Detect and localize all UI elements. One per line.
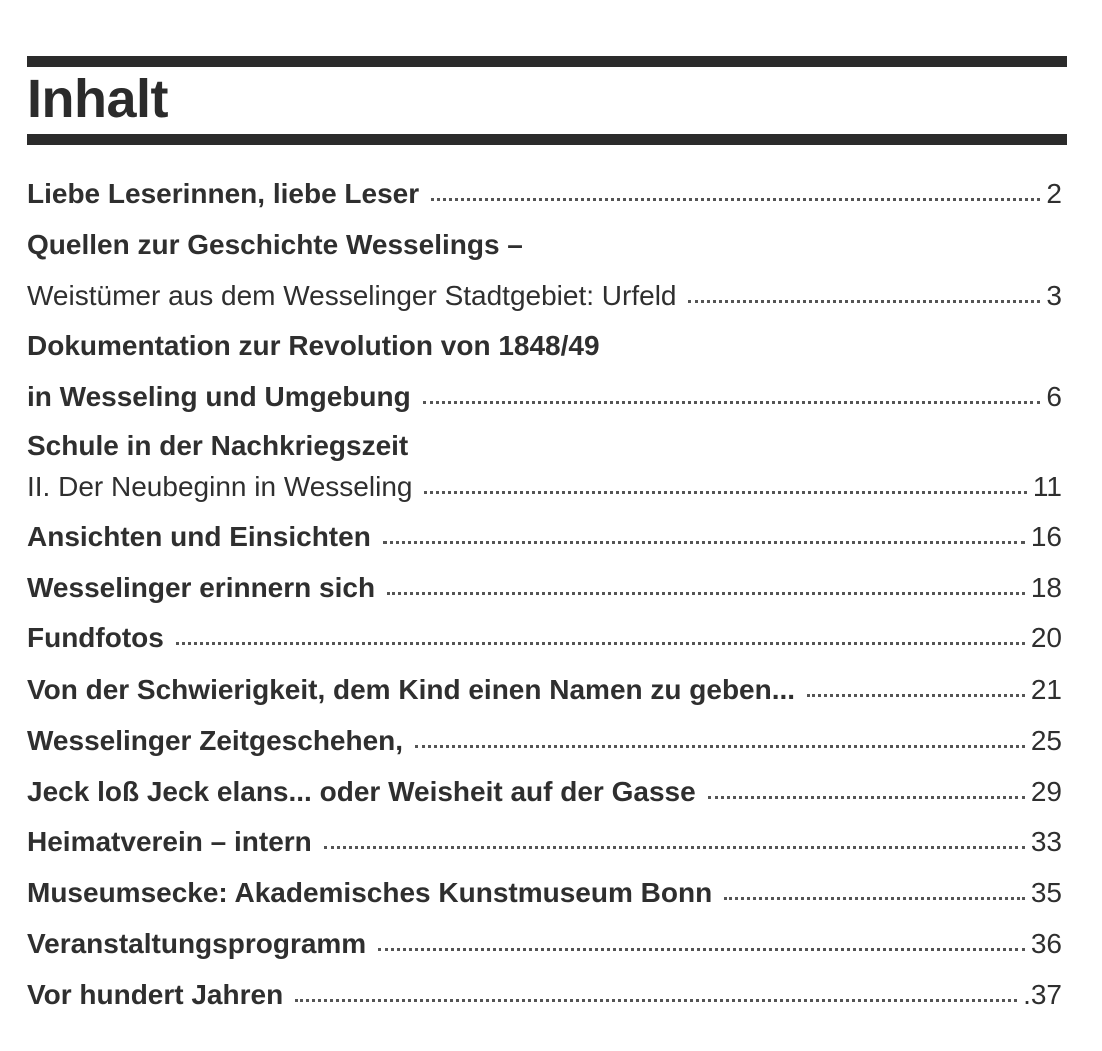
toc-entry-title: Dokumentation zur Revolution von 1848/49 [27, 330, 600, 361]
toc-entry-ansichten[interactable] [27, 519, 1062, 555]
toc-entry-title: Schule in der Nachkriegszeit [27, 430, 409, 461]
toc-entry-hundert-jahren[interactable] [27, 977, 1062, 1013]
toc-entry-title: Von der Schwierigkeit, dem Kind einen Namen zu geben... [27, 674, 796, 705]
toc-entry-weistuemer[interactable] [27, 278, 1062, 314]
toc-page-number: .37 [1023, 979, 1062, 1010]
toc-entry-title: Quellen zur Geschichte Wesselings – [27, 229, 523, 260]
toc-page-number: 6 [1046, 381, 1062, 412]
dot-leader [324, 845, 1025, 849]
toc-entry-title: Fundfotos [27, 622, 164, 653]
toc-entry-dokumentation[interactable] [27, 328, 1062, 364]
toc-entry-erinnern[interactable] [27, 570, 1062, 606]
toc-entry-schule[interactable] [27, 428, 1062, 464]
toc-entry-neubeginn[interactable] [27, 469, 1062, 505]
toc-entry-title: Veranstaltungsprogramm [27, 928, 367, 959]
toc-page-number: 2 [1046, 178, 1062, 209]
bottom-rule [27, 134, 1067, 145]
toc-page-number: 35 [1030, 877, 1062, 908]
dot-leader [383, 540, 1025, 544]
toc-entry-title: Liebe Leserinnen, liebe Leser [27, 178, 420, 209]
toc-page-number: 16 [1030, 521, 1062, 552]
dot-leader [295, 998, 1017, 1002]
toc-entry-zeitgeschehen[interactable] [27, 723, 1062, 759]
toc-page-number: 33 [1030, 826, 1062, 857]
toc-entry-heimatverein[interactable] [27, 824, 1062, 860]
dot-leader [378, 947, 1025, 951]
toc-entry-title: Wesselinger erinnern sich [27, 572, 376, 603]
toc-entry-title: in Wesseling und Umgebung [27, 381, 411, 412]
dot-leader [423, 400, 1041, 404]
dot-leader [431, 197, 1040, 201]
toc-entry-title: Ansichten und Einsichten [27, 521, 371, 552]
toc-page-number: 11 [1032, 471, 1062, 502]
toc-entry-title: Wesselinger Zeitgeschehen, [27, 725, 404, 756]
toc-entry-title: Heimatverein – intern [27, 826, 312, 857]
dot-leader [176, 641, 1025, 645]
top-rule [27, 56, 1067, 67]
dot-leader [688, 299, 1040, 303]
toc-page-number: 3 [1046, 280, 1062, 311]
toc-entry-subtitle: Weistümer aus dem Wesselinger Stadtgebiet: Urfeld [27, 280, 677, 311]
toc-page-number: 20 [1030, 622, 1062, 653]
dot-leader [708, 795, 1025, 799]
toc-entry-fundfotos[interactable] [27, 620, 1062, 656]
toc-page-number: 29 [1030, 776, 1062, 807]
toc-entry-veranstaltung[interactable] [27, 926, 1062, 962]
toc-page-number: 25 [1030, 725, 1062, 756]
toc-entry-quellen[interactable] [27, 227, 1062, 263]
toc-entry-museumsecke[interactable] [27, 875, 1062, 911]
toc-entry-title: Jeck loß Jeck elans... oder Weisheit auf der Gasse [27, 776, 696, 807]
toc-page-number: 36 [1030, 928, 1062, 959]
dot-leader [387, 591, 1025, 595]
toc-entry-subtitle: II. Der Neubeginn in Wesseling [27, 471, 413, 502]
page-title: Inhalt [27, 69, 168, 129]
toc-entry-title: Museumsecke: Akademisches Kunstmuseum Bonn [27, 877, 713, 908]
dot-leader [424, 490, 1026, 494]
toc-page-number: 21 [1030, 674, 1062, 705]
toc-entry-wesseling-umgebung[interactable] [27, 379, 1062, 415]
toc-page-number: 18 [1030, 572, 1062, 603]
toc-entry-schwierigkeit[interactable] [27, 672, 1062, 708]
toc-entry-title: Vor hundert Jahren [27, 979, 284, 1010]
toc-entry-leserinnen[interactable] [27, 176, 1062, 212]
dot-leader [807, 693, 1025, 697]
toc-entry-jeck[interactable] [27, 774, 1062, 810]
dot-leader [724, 896, 1025, 900]
dot-leader [415, 744, 1025, 748]
